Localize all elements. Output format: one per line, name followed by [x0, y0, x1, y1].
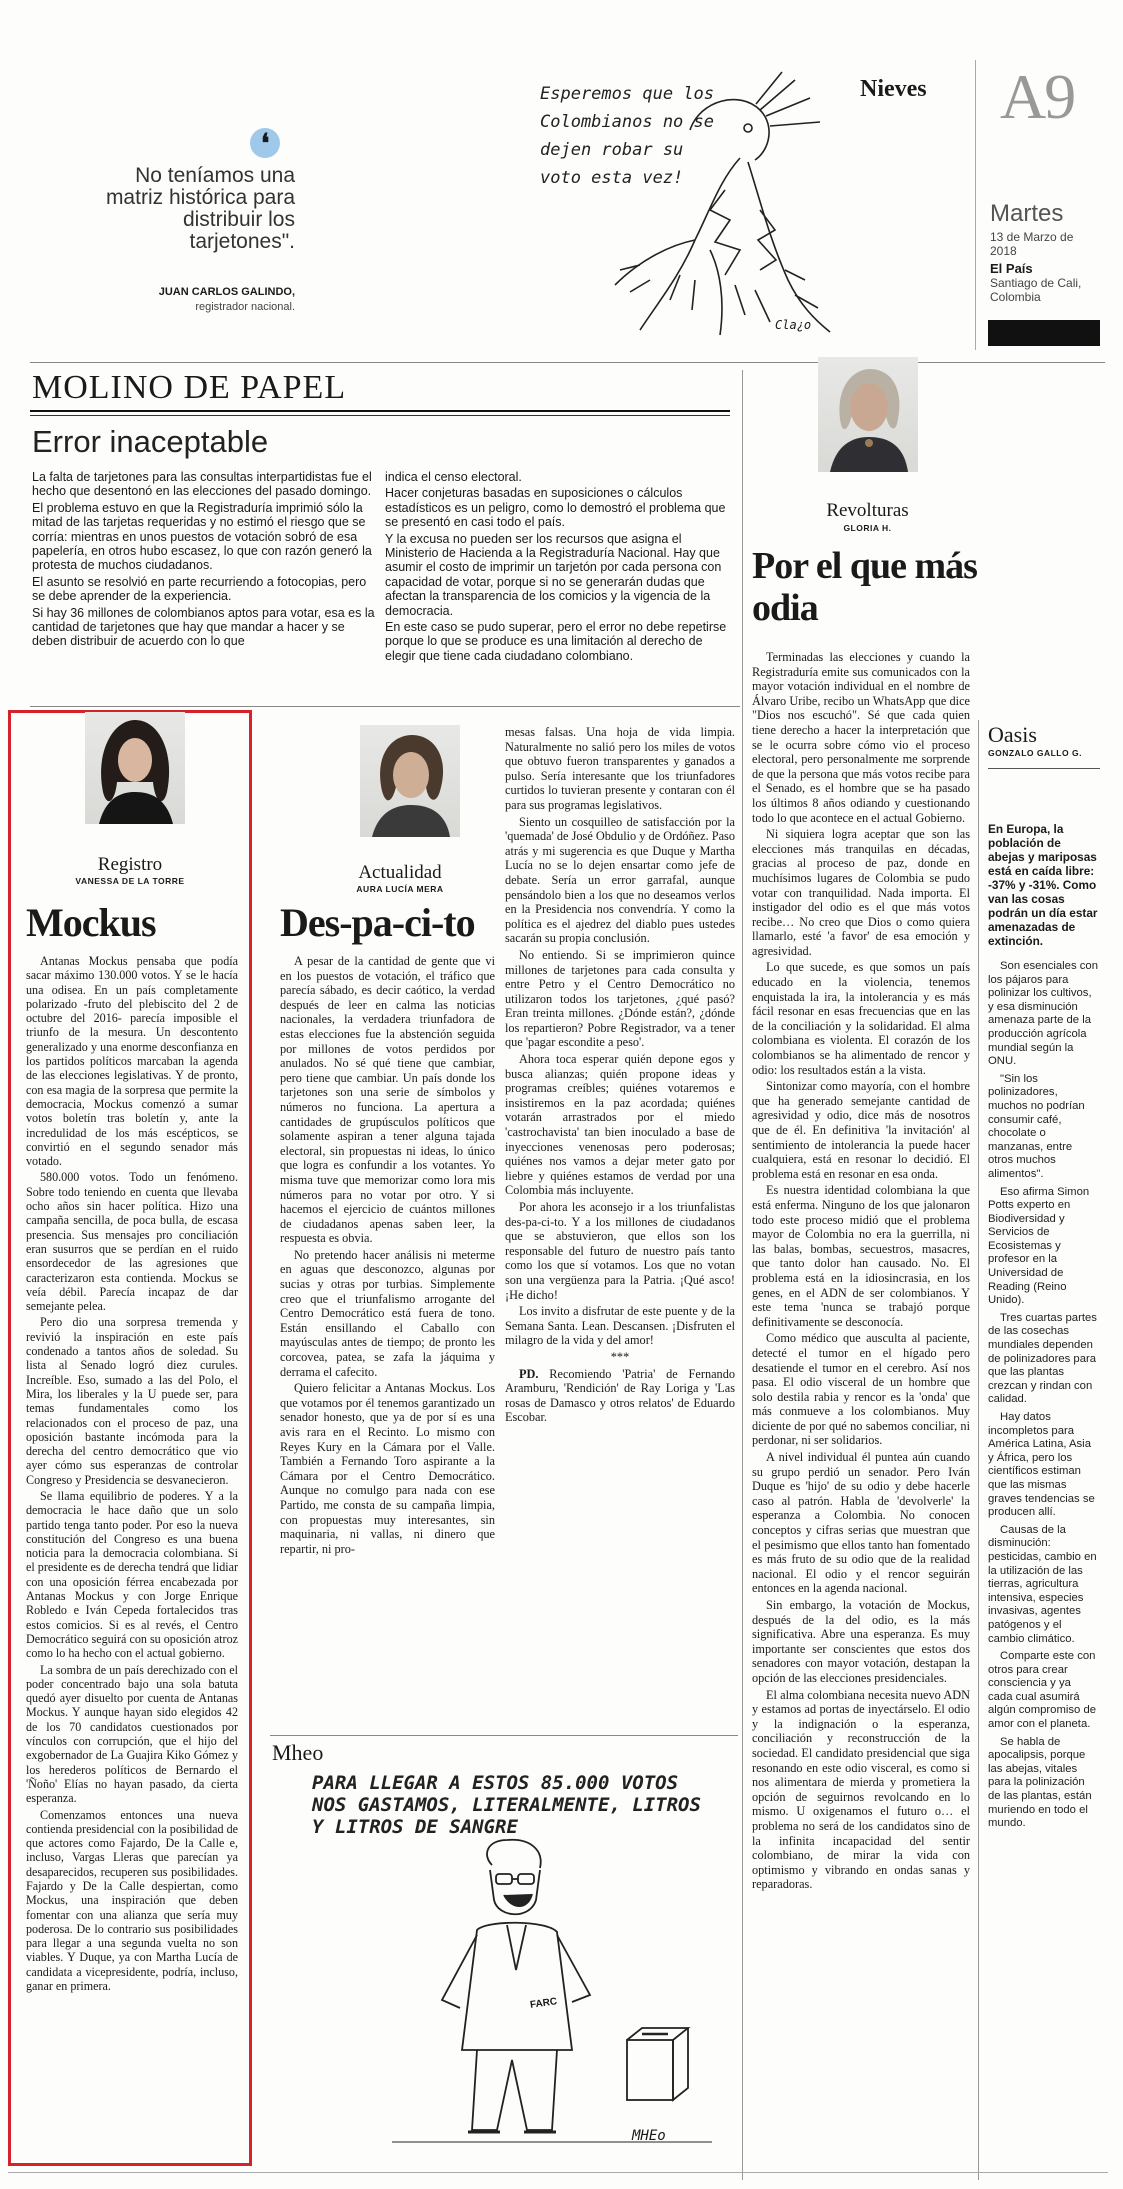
- actualidad-author-photo: [360, 725, 460, 837]
- molino-section-title: MOLINO DE PAPEL: [32, 369, 347, 406]
- mheo-caption: PARA LLEGAR A ESTOS 85.000 VOTOS NOS GASTAMOS, LITERALMENTE, LITROS Y LITROS DE SANGRE: [312, 1772, 701, 1838]
- actualidad-pd-text: Recomiendo 'Patria' de Fernando Aramburu, 'Rendición' de Ray Loriga y 'Las rosas de Damasco y otros relatos' de Eduardo Escobar.: [505, 1366, 735, 1425]
- revolturas-p1: Terminadas las elecciones y cuando la Registraduría emite sus comunicados con la mayor votación individual en el nombre de Álvaro Uribe, recibo un WhatsApp que dice "Dios nos escuchó". Sé que cada quien tiene derecho a hacer la interpretación que se le ocurra sobre cómo vio el proceso electoral, pero personalmente me sorprende de que la persona que más votos recibe para el Senado, es el hombre que se ha pasado los últimos 8 años odiando y cuestionando todo lo que acontece en el actual Gobierno.: [752, 650, 970, 825]
- black-bar: [988, 320, 1100, 346]
- revolturas-body: [752, 650, 970, 2170]
- oasis-p3: Eso afirma Simon Potts experto en Biodiversidad y Servicios de Ecosistemas y profesor en la Universidad de Reading (Reino Unido).: [988, 1185, 1090, 1307]
- oasis-p4: Tres cuartas partes de las cosechas mundiales dependen de polinizadores para que las plantas crezcan y rindan con calidad.: [988, 1311, 1097, 1406]
- oasis-body: [988, 960, 1098, 2040]
- actualidad-col2-p6: Los invito a disfrutar de este puente y de la Semana Santa. Lean. Descansen. ¡Disfruten el milagro de la vida y del amor!: [505, 1304, 735, 1348]
- molino-bottom-rule: [30, 706, 740, 707]
- mheo-shirt-label: FARC: [529, 1996, 558, 2011]
- revolturas-p6: Como médico que ausculta al paciente, detecté el tumor en el hígado pero desatiende el tumor en el cerebro. Así nos pasa. El odio visceral de un hombre que solo destila rabia y rencor es la 'onda' que más conmueve a los colombianos. Muy diciente de por qué no sabemos conciliar, ni perdonar, ni ser solidarios.: [752, 1331, 970, 1448]
- page-bottom-rule: [8, 2172, 1108, 2173]
- mheo-cartoon: [272, 1770, 737, 2165]
- molino-col2-p2: Hacer conjeturas basadas en suposiciones o cálculos estadísticos es un peligro, como lo demostró el problema que se presentó en casi todo el país.: [385, 486, 726, 530]
- mheo-top-rule: [270, 1735, 738, 1736]
- molino-title-rule-thin: [30, 415, 730, 416]
- revolturas-p8: Sin embargo, la votación de Mockus, después de la del odio, es la más significativa. Abre una esperanza. Es muy importante ser conscientes que estos dos senadores con mayor votación, destapan la opción de las elecciones presidenciales.: [752, 1598, 970, 1685]
- registro-p5: La sombra de un país derechizado con el poder concentrado bajo una sola batuta quedó ayer disuelto por cuenta de Antanas Mockus. Y aunque hayan sido elegidos 42 de los 70 candidatos cuestionados por vínculos con corrupción, que el hijo del exgobernador de La Guajira Kiko Gómez y los herederos políticos de Bernardo el 'Ñoño' Elías no hayan pasado, da cierta esperanza.: [26, 1662, 238, 1806]
- registro-p6: Comenzamos entonces una nueva contienda presidencial con la posibilidad de que actores como Fajardo, De la Calle e, incluso, Vargas Lleras que parecían ya desaparecidos, recuperen sus posibilidades. Fajardo y De la Calle despiertan, como Mockus, una inspiración que deben fomentar con una alianza que sería muy poderosa. De lo contrario sus posibilidades para llegar a una segunda vuelta no son viables. Y Duque, ya con Martha Lucía de candidata a vicepresidente, podría, incluso, ganar en primera.: [26, 1807, 238, 1994]
- actualidad-col1-p2: No pretendo hacer análisis ni meterme en aguas que desconozco, algunas por sucias y otras por turbias. Simplemente creo que el triunfalismo arrogante del Centro Democrático está fuera de tono. Están ensillando el Caballo con mayúsculas antes de tiempo; de pronto les corcovea, patea, se zafa la jáquima y derrama el cafecito.: [280, 1247, 495, 1379]
- revolturas-headline: Por el que más odia: [752, 545, 977, 629]
- quote-mark-icon: ❛: [250, 128, 280, 158]
- registro-p3: Pero dio una sorpresa tremenda y revivió la inspiración en este país condenado a tantos años de soledad. Su lista al Senado logró diez curules. Increíble. Eso, sumado a las del Polo, el Mira, los liberales y la U puede ser, para temas fundamentales como los relacionados con el proceso de paz, una oposición bastante incómoda para la derecha del centro democrático que vio ayer cómo sus esperanzas de controlar Congreso y Presidencia se desvanecieron.: [26, 1315, 238, 1487]
- header-rule: [30, 362, 1105, 363]
- registro-body: [26, 954, 238, 2152]
- revolturas-p7: A nivel individual él puntea aún cuando su grupo perdió un senador. Pero Iván Duque es 'hijo' de su odio y debe hacerle caso al patrón. Habla de 'devolverle' la esperanza a Colombia. No conocen conceptos y cifras serias que muestran que el pesimismo que ellos tanto han fomentado es más fruto de su odio que de la realidad nacional. El odio y el rencor seguirán entonces en la agenda nacional.: [752, 1450, 970, 1596]
- actualidad-author: AURA LUCÍA MERA: [356, 884, 444, 894]
- molino-title-rule: [30, 410, 730, 412]
- oasis-lead: En Europa, la población de abejas y mariposas está en caída libre: -37% y -31%. Como van las cosas podrán un día estar amenazadas de extinción.: [988, 822, 1098, 948]
- molino-col1-p3: El asunto se resolvió en parte recurriendo a fotocopias, pero se debe aprender de la experiencia.: [32, 574, 367, 604]
- molino-col1-p4: Si hay 36 millones de colombianos aptos para votar, esa es la cantidad de tarjetones que hay que mandar a hacer y se deben distribuir de acuerdo con lo que: [32, 605, 375, 649]
- actualidad-col2-p3: No entiendo. Si se imprimieron quince millones de tarjetones para cada consulta y entre Petro y el Centro Democrático no utilizaron todos los tarjetones, ¿qué pasó? Eran treinta millones. ¿Dónde están?, ¿dónde los repartieron? Pobre Registrador, va a tener que 'pagar escondite a peso'.: [505, 947, 735, 1050]
- oasis-author: GONZALO GALLO G.: [988, 748, 1082, 758]
- revolturas-p3: Lo que sucede, es que somos un país educado en la violencia, tenemos enquistada la ira, la intolerancia y es más fácil resonar en esas frecuencias que en las de la conciliación y la solidaridad. El alma colombiana es violenta. El corazón de los colombianos se ha alimentado de rencor y odio: los resultados están a la vista.: [752, 960, 970, 1077]
- weekday: Martes: [990, 200, 1064, 227]
- actualidad-col1-p3: Quiero felicitar a Antanas Mockus. Los que votamos por él tenemos garantizado un senador honesto, que ya de por sí es una avis rara en el Recinto. Lo mismo con Reyes Kury en la Cámara por el Valle. También a Fernando Toro aspirante a la Cámara por el Centro Democrático. Aunque no comulgo para nada con ese Partido, me consta de su campaña limpia, con propuestas muy interesantes, sin maquinaria, ni vallas, ni dinero que repartir, ni pro-: [280, 1381, 495, 1556]
- actualidad-col2-p2: Siento un cosquilleo de satisfacción por la 'quemada' de José Obdulio y de Ordóñez. Paso atrás y mi sugerencia es que Duque y Martha Lucía no se lo dejen ensartar como jefe de debate. Sería un error garrafal, aunque pensándolo bien a los que no deseamos verlos en la Presidencia nos convendría. Y como la política es el ajedrez del diablo pues ustedes sacarán su propia conclusión.: [505, 814, 735, 946]
- header-divider: [975, 60, 976, 350]
- revolturas-p9: El alma colombiana necesita nuevo ADN y estamos ad portas de inyectárselo. El odio y la indignación o la esperanza, conciliación y reconstrucción de la sociedad. El candidato presidencial que siga resonando en este odio visceral, es como si nos alimentara de mierda y prometiera la opción de seguirnos revolcando en lo mismo. U oxigenamos el futuro o… el problema no será de los candidatos sino de la infinita incapacidad del sentir colombiano, de mirar la vida con optimismo y vibrando en ondas sanas y reparadoras.: [752, 1687, 970, 1892]
- actualidad-col2-p5: Por ahora les aconsejo ir a los triunfalistas des-pa-ci-to. Y a los millones de ciudadanos que se abstuvieron, que ellos son los responsable del futuro de nuestro país tanto como los que sí votamos. Los que no votan son una vergüenza para la Patria. ¡Qué asco! ¡He dicho!: [505, 1200, 735, 1302]
- molino-col2: [385, 470, 730, 700]
- revolturas-p2: Ni siquiera logra aceptar que son las elecciones más tranquilas en décadas, gracias al proceso de paz, donde en muchísimos lugares de Colombia se pudo votar con tranquilidad. Nada importa. El instigador del odio es el que más votos recibe… No creo que Dios o como quiera llamarlo, esté 'a favor' de esa emoción y agresividad.: [752, 827, 970, 958]
- actualidad-col2-p4: Ahora toca esperar quién depone egos y busca alianzas; quién propone ideas y programas creíbles; quiénes votaremos e insistiremos en la paz acordada; quiénes votarán arrastrados por el miedo 'castrochavista' tan bien inoculado a base de inyecciones venenosas pero poderosas; quiénes nos vamos a dejar meter gato por liebre y quiénes estamos de verdad por una Colombia más incluyente.: [505, 1052, 735, 1198]
- oasis-p5: Hay datos incompletos para América Latina, Asia y África, pero los científicos estiman que las mismas graves tendencias se producen allí.: [988, 1411, 1095, 1519]
- mheo-label: Mheo: [272, 1740, 324, 1765]
- actualidad-column-name: Actualidad: [358, 862, 442, 883]
- page-number: A9: [1000, 61, 1075, 132]
- quote-text: No teníamos una matriz histórica para distribuir los tarjetones".: [105, 164, 295, 253]
- quote-role: registrador nacional.: [195, 301, 295, 313]
- actualidad-pd-label: PD.: [519, 1366, 539, 1381]
- molino-col1: [32, 470, 377, 700]
- molino-col2-p1: indica el censo electoral.: [385, 470, 522, 484]
- revolturas-author: GLORIA H.: [843, 523, 892, 533]
- molino-col2-p4: En este caso se pudo superar, pero el error no debe repetirse porque lo que se produce es una limitación al derecho de elegir que tiene cada ciudadano colombiano.: [385, 620, 727, 663]
- molino-col2-p3: Y la excusa no pueden ser los recursos que asigna el Ministerio de Hacienda a la Registraduría Nacional. Hay que asumir el costo de imprimir un tarjetón por cada persona con capacidad de votar, porque si no se generarán dudas que afectan la transparencia de los comicios y la vigencia de la democracia.: [385, 531, 722, 618]
- registro-p2: 580.000 votos. Todo un fenómeno. Sobre todo teniendo en cuenta que llevaba ocho años sin hacer política. Hizo una campaña sencilla, de poca bulla, de escasa presencia. Sus mensajes pro conciliación eran susurros que se perdían en el ruido ensordecedor de las agresiones que caracterizaron esta contienda. Mockus se veía débil. Parecía incapaz de dar semejante pelea.: [26, 1170, 238, 1314]
- actualidad-headline: Des-pa-ci-to: [280, 900, 475, 945]
- actualidad-pd: [505, 1367, 735, 1425]
- actualidad-col1-p1: A pesar de la cantidad de gente que vi en los puestos de votación, el tráfico que parecía sábado, es decir caótico, la verdad después de leer en calma las noticias nacionales, la verdadera triunfadora de estas elecciones fue la abstención seguida por millones de votos perdidos por anulados. No sé qué tiene que cambiar, pero tiene que cambiar. Un país donde los tarjetones son una serie de símbolos y números no funciona. La apertura a cantidades de grupúsculos políticos que solamente aspiran a tener alguna tajada electoral, sin propuestas ni ideas, lo único que logra es confundir a los votantes. Yo misma tuve que memorizar como lora mis números para no votar por otro. Y si hacemos el ejercicio de cuántos millones de ciudadanos apenas saben leer, la respuesta es obvia.: [280, 954, 495, 1246]
- revolturas-author-photo: [818, 357, 918, 472]
- registro-author: VANESSA DE LA TORRE: [75, 876, 185, 886]
- revolturas-p4: Sintonizar como mayoría, con el hombre que ha generado semejante cantidad de agresividad y odio, dice más de nosotros que de él. En definitiva 'la invitación' al sentimiento de intolerancia la puede hacer cualquiera, está en resonar lo decidió. El problema está en resonar en esa onda.: [752, 1079, 970, 1181]
- paper-name: El País: [990, 261, 1033, 276]
- paper-city: Santiago de Cali, Colombia: [990, 276, 1082, 304]
- revolturas-right-divider: [978, 720, 979, 2180]
- section-name: Nieves: [860, 76, 927, 102]
- quote-author: JUAN CARLOS GALINDO,: [158, 286, 295, 298]
- molino-right-divider: [742, 370, 743, 2180]
- registro-column-name: Registro: [97, 854, 163, 875]
- oasis-p7: Comparte este con otros para crear consciencia y ya cada cual asumirá algún compromiso de amor con el planeta.: [988, 1650, 1097, 1731]
- actualidad-col2-p1: mesas falsas. Una hoja de vida limpia. Naturalmente no salió pero los miles de votos que obtuvo fueron transparentes y ganados a pulso. Sería interesante que los triunfadores curtidos lo tuvieran presente y contaran con él para sus programas legislativos.: [505, 725, 735, 812]
- oasis-p2: "Sin los polinizadores, muchos no podrían consumir café, chocolate o manzanas, entre otros muchos alimentos".: [988, 1072, 1085, 1180]
- molino-headline: Error inaceptable: [32, 424, 269, 459]
- top-cartoon: [520, 70, 840, 350]
- actualidad-col2-p7: ***: [610, 1349, 630, 1364]
- oasis-p6: Causas de la disminución: pesticidas, cambio en la utilización de las tierras, agricultura intensiva, especies invasivas, agentes patógenos y el cambio climático.: [988, 1523, 1097, 1645]
- mheo-signature: MHEo: [632, 2128, 666, 2144]
- oasis-rule: [988, 768, 1100, 769]
- registro-p4: Se llama equilibrio de poderes. Y a la democracia le hace daño que un solo partido tenga tanto poder. Por eso la nueva constitución del Congreso es una buena noticia para la democracia colombiana. Si el presidente es de derecha tendrá que lidiar con una oposición férrea encabezada por Antanas Mockus y con Jorge Enrique Robledo e Iván Cepeda fortalecidos tras estos comicios. Si es al revés, el Centro Democrático seguirá con su oposición atroz como lo ha hecho con el actual gobierno.: [26, 1488, 238, 1661]
- top-cartoon-caption: Esperemos que los Colombianos no se dejen robar su voto esta vez!: [540, 84, 714, 188]
- actualidad-col1: [280, 954, 495, 1724]
- oasis-p1: Son esenciales con los pájaros para polinizar los cultivos, y esa disminución amenaza parte de la producción agrícola mundial según la ONU.: [988, 960, 1098, 1068]
- revolturas-p5: Es nuestra identidad colombiana la que está enferma. Ninguno de los que jalonaron todo este proceso midió que el problema mayor de Colombia no era la guerrilla, ni las balas, bombas, secuestros, masacres, que tanto dolor han causado. No. El problema está en la idiosincrasia, en los genes, en el ADN de ser colombianos. Y este tema 'nunca se trabajó porque definitivamente se desconocía.: [752, 1183, 970, 1329]
- issue-date: 13 de Marzo de 2018: [990, 230, 1074, 258]
- registro-p1: Antanas Mockus pensaba que podía sacar máximo 130.000 votos. Y se le hacía una odisea. En un país completamente polarizado -fruto del plebiscito del 2 de octubre del 2016- parecía imposible el triunfo de la mesura. Un descontento generalizado y una enorme desconfianza en los partidos políticos marcaban la agenda de las elecciones legislativas. Y de pronto, con esa magia de la sorpresa que permite la democracia, Mockus comenzó a sumar votos boletín tras boletín y, ante la incredulidad de los más escépticos, se convirtió en el segundo senador más votado.: [26, 954, 238, 1169]
- actualidad-col2: [505, 725, 735, 1725]
- oasis-column-name: Oasis: [988, 722, 1037, 747]
- registro-author-photo: [85, 712, 185, 824]
- molino-col1-p2: El problema estuvo en que la Registraduría imprimió sólo la mitad de las tarjetas requeridas y no estimó el riesgo que se corría: mientras en unos puestos de votación sobró de esa papelería, en otros hubo escasez, lo que con razón generó la protesta de muchos ciudadanos.: [32, 500, 372, 573]
- revolturas-column-name: Revolturas: [826, 500, 909, 521]
- registro-headline: Mockus: [26, 900, 156, 945]
- molino-col1-p1: La falta de tarjetones para las consultas interpartidistas fue el hecho que desentonó en las elecciones del pasado domingo.: [32, 470, 372, 499]
- top-cartoon-signature: Cla¿o: [775, 318, 812, 332]
- oasis-p8: Se habla de apocalipsis, porque las abejas, vitales para la polinización de las plantas, están muriendo en todo el mundo.: [988, 1735, 1092, 1830]
